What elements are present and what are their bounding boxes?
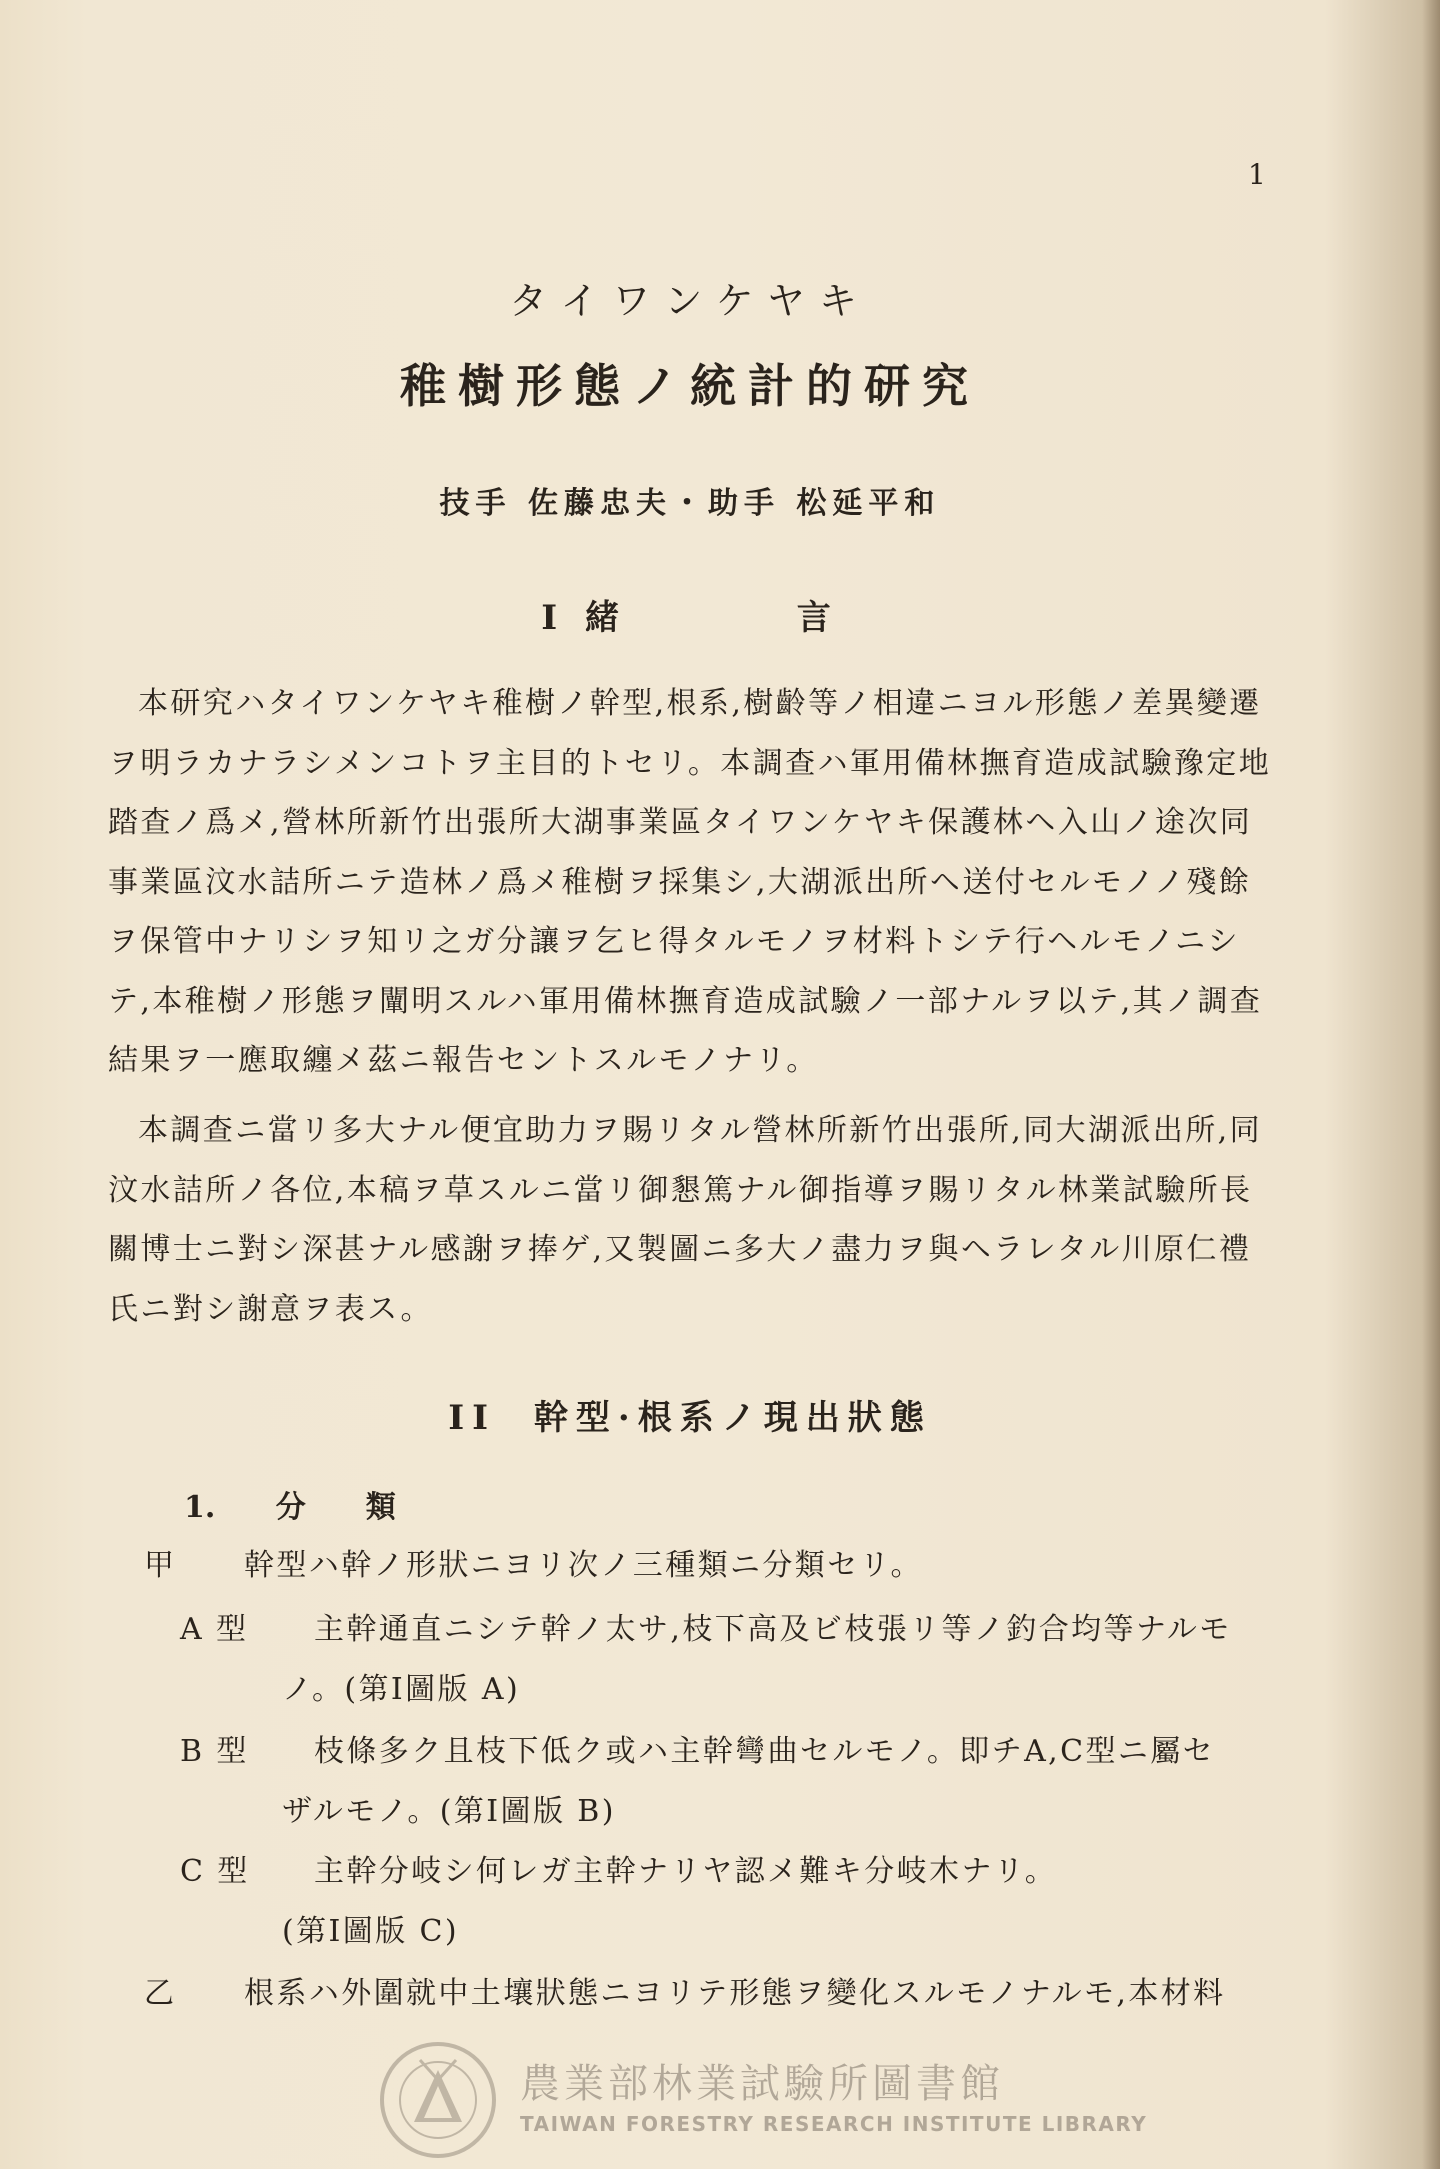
type-c-label: C 型 xyxy=(180,1854,250,1889)
section-title-char-2: 言 xyxy=(796,598,839,638)
library-seal-icon xyxy=(378,2040,498,2160)
type-a-label: A 型 xyxy=(180,1612,249,1647)
section-heading-1 xyxy=(0,590,1380,639)
type-a-line-2: ノ。(第I圖版 A) xyxy=(282,1672,521,1707)
title-line-1: タイワンケヤキ xyxy=(509,279,871,323)
subsection-label: 分類 xyxy=(275,1490,456,1525)
introduction-paragraph-2: 本調查ニ當リ多大ナル便宜助力ヲ賜リタル營林所新竹出張所,同大湖派出所,同汶水詰所ノ各位,本稿ヲ草スルニ當リ御懇篤ナル御指導ヲ賜リタル林業試驗所長關博士ニ對シ深甚ナル感謝ヲ捧ゲ,又製圖ニ多大ノ盡力ヲ與ヘラレタル川原仁禮氏ニ對シ謝意ヲ表ス。 xyxy=(108,1113,1262,1327)
authors: 技手 佐藤忠夫・助手 松延平和 xyxy=(439,486,941,521)
subsection-number: 1. xyxy=(184,1490,216,1525)
item-marker-otsu: 乙 xyxy=(144,1976,177,2011)
type-b-line-2: ザルモノ。(第I圖版 B) xyxy=(282,1794,616,1829)
type-b-label: B 型 xyxy=(180,1734,249,1769)
section-title-char-1: 緒 xyxy=(585,598,628,638)
subsection-heading xyxy=(184,1482,456,1526)
item-marker-kou: 甲 xyxy=(144,1548,177,1583)
type-b-line-1: 枝條多ク且枝下低ク或ハ主幹彎曲セルモノ。即チA,C型ニ屬セ xyxy=(314,1734,1216,1769)
page-number: 1 xyxy=(1248,158,1266,191)
section-numeral: II xyxy=(448,1398,497,1438)
section-title: 幹型·根系ノ現出狀態 xyxy=(533,1398,932,1438)
type-a-line-1: 主幹通直ニシテ幹ノ太サ,枝下高及ビ枝張リ等ノ釣合均等ナルモ xyxy=(314,1612,1232,1647)
title-line-2: 稚樹形態ノ統計的研究 xyxy=(400,359,980,413)
library-name-english: TAIWAN FORESTRY RESEARCH INSTITUTE LIBRARY xyxy=(520,2112,1148,2136)
type-c-line-2: (第I圖版 C) xyxy=(282,1914,459,1949)
item-text-otsu: 根系ハ外圍就中土壤狀態ニヨリテ形態ヲ變化スルモノナルモ,本材料 xyxy=(244,1976,1226,2011)
section-heading-2 xyxy=(0,1390,1380,1439)
introduction-paragraph-1: 本研究ハタイワンケヤキ稚樹ノ幹型,根系,樹齡等ノ相違ニヨル形態ノ差異變遷ヲ明ラカナラシメンコトヲ主目的トセリ。本調查ハ軍用備林撫育造成試驗豫定地踏查ノ爲メ,營林所新竹出張所大湖事業區タイワンケヤキ保護林ヘ入山ノ途次同事業區汶水詰所ニテ造林ノ爲メ稚樹ヲ採集シ,大湖派出所ヘ送付セルモノノ殘餘ヲ保管中ナリシヲ知リ之ガ分讓ヲ乞ヒ得タルモノヲ材料トシテ行ヘルモノニシテ,本稚樹ノ形態ヲ闡明スルハ軍用備林撫育造成試驗ノ一部ナルヲ以テ,其ノ調查結果ヲ一應取纏メ茲ニ報告セントスルモノナリ。 xyxy=(108,686,1272,1078)
library-name-chinese: 農業部林業試驗所圖書館 xyxy=(520,2061,1004,2107)
item-text-kou: 幹型ハ幹ノ形狀ニヨリ次ノ三種類ニ分類セリ。 xyxy=(244,1548,923,1583)
type-c-line-1: 主幹分岐シ何レガ主幹ナリヤ認メ難キ分岐木ナリ。 xyxy=(314,1854,1058,1889)
section-numeral: I xyxy=(541,598,566,638)
page-edge-shadow xyxy=(1422,0,1440,2169)
